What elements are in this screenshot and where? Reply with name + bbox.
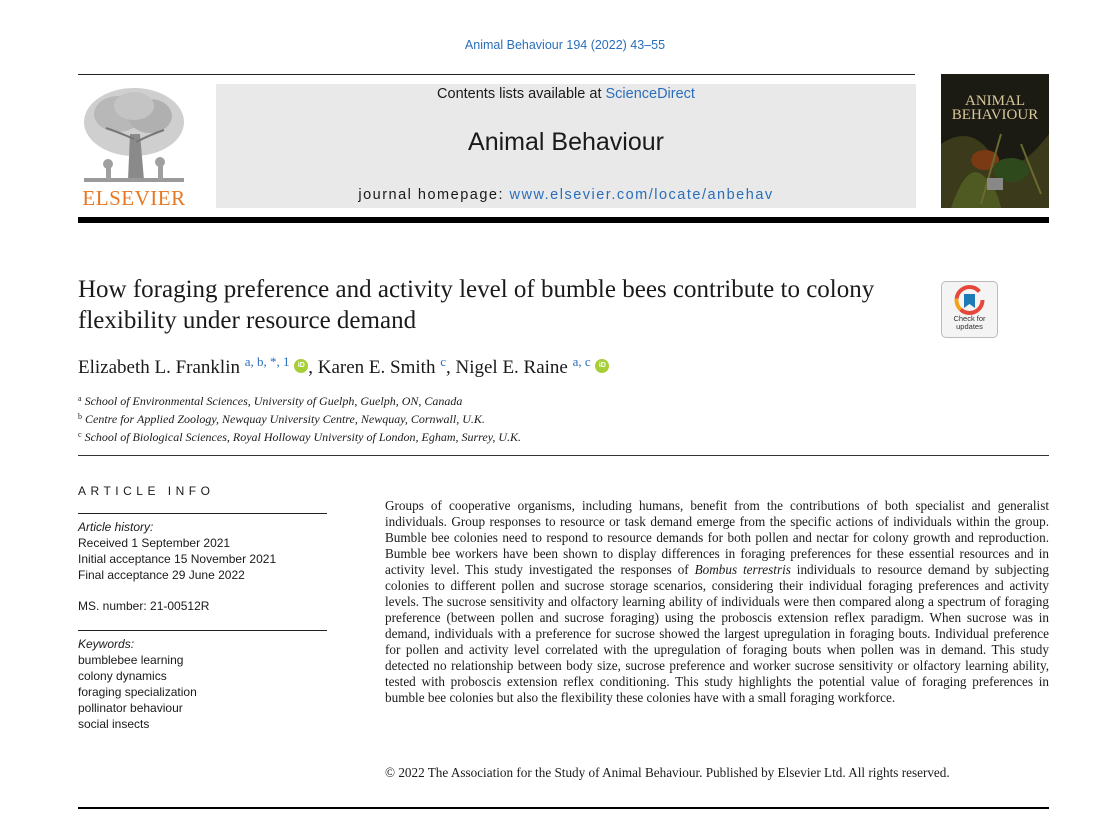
affiliation-text: Centre for Applied Zoology, Newquay University Centre, Newquay, Cornwall, U.K. [85, 412, 485, 426]
contents-prefix: Contents lists available at [437, 86, 606, 102]
header-rule [78, 74, 915, 75]
footer-rule [78, 807, 1049, 809]
affiliation-text: School of Biological Sciences, Royal Holloway University of London, Egham, Surrey, U.K. [84, 430, 522, 444]
affiliation-mark: a [78, 394, 82, 403]
sciencedirect-link[interactable]: ScienceDirect [605, 86, 695, 102]
homepage-prefix: journal homepage: [358, 187, 510, 203]
journal-citation[interactable]: Animal Behaviour 194 (2022) 43–55 [464, 38, 666, 52]
keyword-item: pollinator behaviour [78, 701, 183, 715]
keyword-item: bumblebee learning [78, 653, 184, 667]
affiliation-item [78, 427, 978, 445]
orcid-icon[interactable]: iD [595, 359, 609, 373]
keywords-rule [78, 630, 327, 631]
affiliation-mark: c [78, 430, 82, 439]
final-acceptance-date: Final acceptance 29 June 2022 [78, 568, 245, 582]
keyword-item: social insects [78, 717, 150, 731]
check-for-updates-button[interactable] [941, 281, 998, 338]
abstract-part: Groups of cooperative organisms, including humans, benefit from the contributions of both specialist and generalist individuals. Group responses to resource or task demand emerge from the specific actions of individuals within the group. Bumble bee colonies need to respond to resource demands for both pollen and nectar for colony growth and reproduction. Bumble bee workers have been shown to display differences in foraging preferences for these essential resources and in activity level. This study investigated the responses of [385, 498, 1049, 577]
header-thick-rule [78, 217, 1049, 223]
abstract-part: individuals to resource demand by subjecting colonies to different pollen and sucrose storage scenarios, considering their individual foraging preferences and activity levels. The sucrose sensitivity and olfactory learning ability of individuals were then compared along a spectrum of foraging preference (between pollen and sucrose foraging) using the proboscis extension reflex paradigm. When sucrose was in demand, individuals with a preference for sucrose showed the largest upregulation in foraging bouts. Individual preference for pollen and activity level correlated with the upregulation of foraging bouts when pollen was in demand. This study detected no relationship between body size, sucrose preference and worker sucrose sensitivity or olfactory learning ability, tested with proboscis extension reflex conditioning. This study highlights the potential value of foraging preferences in bumble bee colonies but also the flexibility these colonies have with a small foraging workforce. [385, 562, 1049, 705]
initial-acceptance-date: Initial acceptance 15 November 2021 [78, 552, 277, 566]
article-info-heading: ARTICLE INFO [78, 484, 215, 498]
homepage-line [216, 187, 916, 203]
contents-line [216, 86, 916, 102]
article-history [78, 519, 327, 583]
keyword-item: colony dynamics [78, 669, 167, 683]
cover-title: ANIMAL BEHAVIOUR [951, 93, 1039, 123]
author-separator: , [445, 357, 456, 378]
section-rule [78, 455, 1049, 456]
journal-masthead [216, 84, 916, 208]
orcid-icon[interactable]: iD [294, 359, 308, 373]
publisher-name: ELSEVIER [82, 186, 186, 210]
affiliation-text: School of Environmental Sciences, University of Guelph, Guelph, ON, Canada [84, 394, 463, 408]
journal-cover[interactable] [941, 74, 1049, 208]
author-affiliation-marks[interactable]: a, b, *, 1 [244, 354, 290, 369]
author-name[interactable]: Karen E. Smith [317, 357, 436, 378]
ms-number: MS. number: 21-00512R [78, 599, 210, 613]
article-info-rule [78, 513, 327, 514]
species-name: Bombus terrestris [694, 562, 791, 577]
affiliations [78, 391, 978, 445]
abstract-text [385, 498, 1049, 706]
check-updates-icon [942, 284, 997, 318]
affiliation-mark: b [78, 412, 82, 421]
history-label: Article history: [78, 520, 154, 534]
copyright-notice: © 2022 The Association for the Study of Animal Behaviour. Published by Elsevier Ltd. All rights reserved. [385, 765, 950, 780]
author-separator: , [308, 357, 318, 378]
author-list [78, 354, 978, 379]
author-affiliation-marks[interactable]: a, c [572, 354, 591, 369]
article-title: How foraging preference and activity level of bumble bees contribute to colony flexibility under resource demand [78, 276, 875, 334]
affiliation-item [78, 409, 978, 427]
check-updates-label: Check for updates [953, 314, 986, 331]
author-name[interactable]: Elizabeth L. Franklin [78, 357, 240, 378]
author-affiliation-marks[interactable]: c [440, 354, 446, 369]
keywords [78, 636, 327, 732]
journal-homepage-link[interactable]: www.elsevier.com/locate/anbehav [509, 187, 774, 203]
author-name[interactable]: Nigel E. Raine [455, 357, 568, 378]
keyword-item: foraging specialization [78, 685, 197, 699]
affiliation-item [78, 391, 978, 409]
keywords-label: Keywords: [78, 637, 135, 651]
tree-icon [78, 84, 190, 188]
received-date: Received 1 September 2021 [78, 536, 231, 550]
journal-title[interactable]: Animal Behaviour [468, 128, 664, 156]
